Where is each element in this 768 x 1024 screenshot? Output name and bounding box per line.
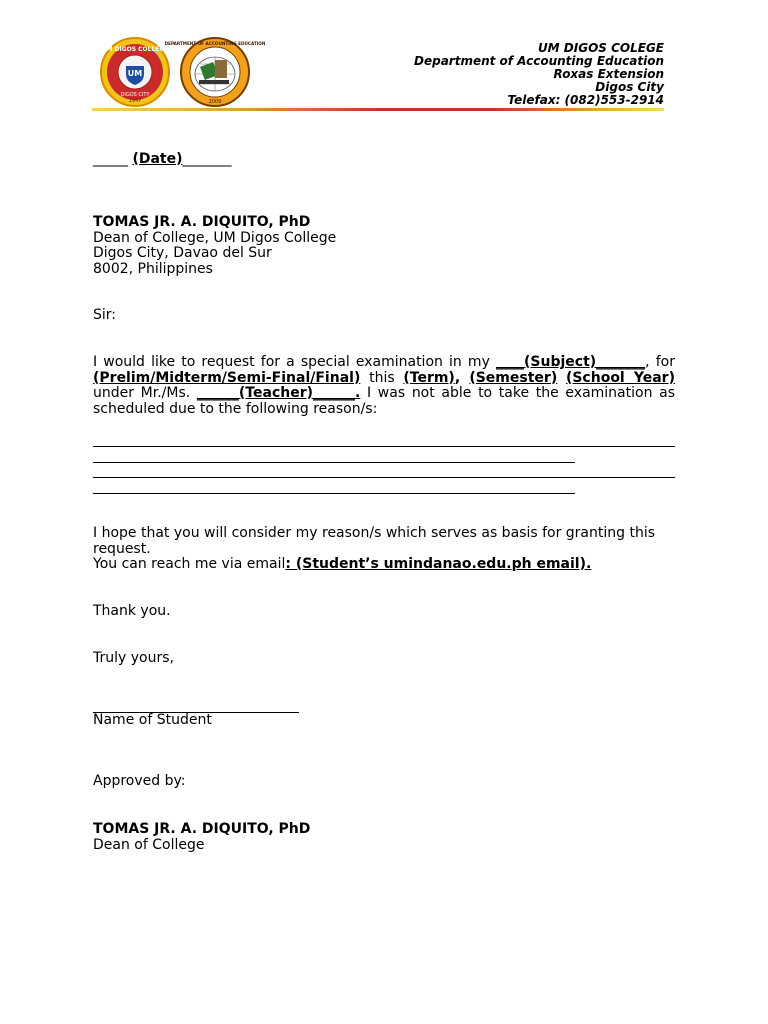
body-text-1: I would like to request for a special examination in my bbox=[93, 354, 496, 370]
addressee-line-2: Digos City, Davao del Sur bbox=[93, 245, 272, 261]
addressee-name: TOMAS JR. A. DIQUITO, PhD bbox=[93, 214, 311, 230]
date-prefix-blank: _____ bbox=[93, 151, 133, 167]
city-address: Digos City bbox=[595, 80, 664, 94]
email-placeholder: : (Student’s umindanao.edu.ph email). bbox=[285, 556, 592, 572]
date-line bbox=[93, 152, 232, 168]
term-placeholder: (Term) bbox=[403, 369, 455, 386]
college-name: UM DIGOS COLEGE bbox=[537, 41, 664, 55]
body-text-6: under Mr./Ms. bbox=[93, 385, 197, 401]
addressee-block bbox=[93, 215, 336, 277]
logo1-center-text: UM bbox=[127, 69, 143, 78]
truly-yours: Truly yours, bbox=[93, 650, 174, 666]
body-text-3: this bbox=[360, 369, 404, 386]
logo2-ring-text: DEPARTMENT OF ACCOUNTING EDUCATION bbox=[164, 41, 266, 46]
hope-text: I hope that you will consider my reason/s which serves as basis for granting this request. bbox=[93, 525, 656, 557]
body-text-7: I was not able to take the examination as scheduled due to the following reason/s: bbox=[93, 385, 675, 417]
semester-placeholder: (Semester) bbox=[469, 369, 558, 386]
contact-line bbox=[93, 557, 675, 573]
date-suffix-blank: _______ bbox=[182, 151, 232, 167]
letterhead-address bbox=[414, 42, 664, 107]
thank-you: Thank you. bbox=[93, 603, 171, 619]
logo1-ring-text: UM DIGOS COLLEGE bbox=[101, 46, 169, 53]
street-address: Roxas Extension bbox=[553, 67, 664, 81]
addressee-line-1: Dean of College, UM Digos College bbox=[93, 229, 337, 246]
addressee-line-3: 8002, Philippines bbox=[93, 260, 213, 277]
accounting-department-seal-logo bbox=[164, 36, 266, 108]
subject-placeholder: ____(Subject)_______ bbox=[496, 354, 646, 370]
letterhead-divider bbox=[92, 108, 664, 111]
school-year-placeholder: (School Year) bbox=[565, 369, 675, 386]
body-text-4: , bbox=[454, 369, 470, 386]
telefax: Telefax: (082)553-2914 bbox=[507, 93, 664, 107]
approver-title: Dean of College bbox=[93, 836, 205, 853]
body-text-2: , for bbox=[645, 354, 675, 370]
date-placeholder: (Date) bbox=[132, 151, 183, 167]
reason-line-2[interactable] bbox=[93, 462, 575, 463]
logo1-year-text: 1947 bbox=[128, 98, 142, 104]
logo1-city-text: DIGOS CITY bbox=[120, 92, 150, 98]
exam-period-placeholder: (Prelim/Midterm/Semi-Final/Final) bbox=[93, 369, 361, 386]
reach-text: You can reach me via email bbox=[93, 556, 286, 572]
student-name-label: Name of Student bbox=[93, 712, 212, 728]
approver-name: TOMAS JR. A. DIQUITO, PhD bbox=[93, 821, 311, 837]
reason-line-4[interactable] bbox=[93, 493, 575, 494]
teacher-placeholder: ______(Teacher)______. bbox=[196, 385, 361, 401]
request-paragraph bbox=[93, 355, 675, 417]
reason-line-3[interactable] bbox=[93, 477, 675, 478]
approved-by-label: Approved by: bbox=[93, 773, 186, 789]
logo2-year-text: 2009 bbox=[208, 99, 222, 105]
body-text-5 bbox=[557, 370, 566, 386]
approver-block bbox=[93, 822, 310, 853]
reason-line-1[interactable] bbox=[93, 446, 675, 447]
department-name: Department of Accounting Education bbox=[414, 54, 664, 68]
um-digos-college-seal-logo bbox=[96, 36, 174, 108]
salutation: Sir: bbox=[93, 307, 117, 323]
closing-paragraph bbox=[93, 526, 675, 573]
